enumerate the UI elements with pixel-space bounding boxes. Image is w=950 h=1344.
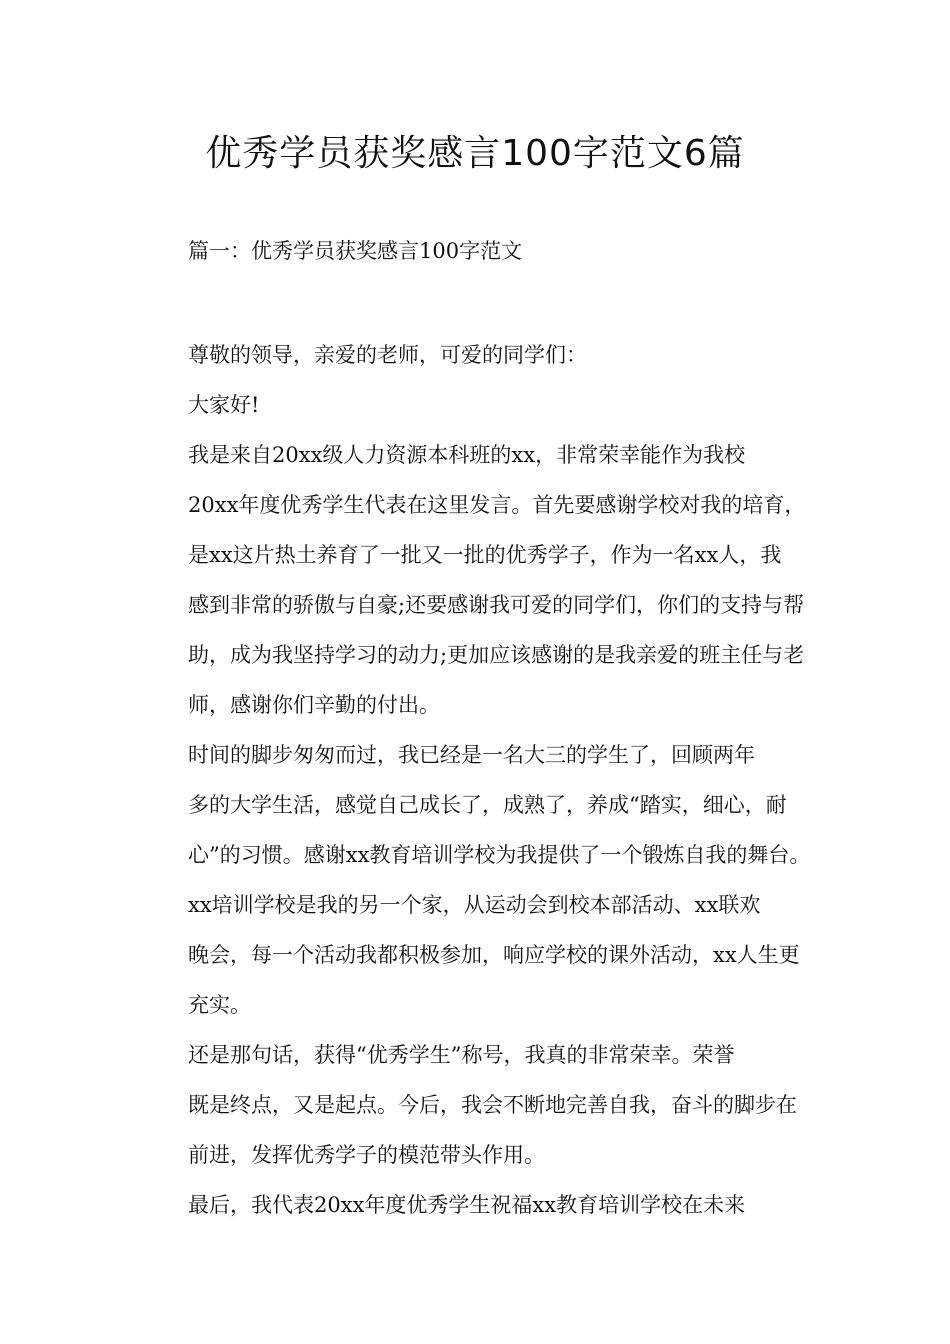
document-title: 优秀学员获奖感言100字范文6篇 <box>205 133 745 174</box>
text-line: 感到非常的骄傲与自豪;还要感谢我可爱的同学们，你们的支持与帮 <box>188 593 805 617</box>
text-line: 师，感谢你们辛勤的付出。 <box>188 693 440 717</box>
text-line: 心”的习惯。感谢xx教育培训学校为我提供了一个锻炼自我的舞台。 <box>188 843 811 867</box>
text-line: 晚会，每一个活动我都积极参加，响应学校的课外活动，xx人生更 <box>188 943 800 967</box>
paragraph-honor <box>144 1030 824 1180</box>
text-line: 尊敬的领导，亲爱的老师，可爱的同学们： <box>188 343 587 367</box>
text-line: 时间的脚步匆匆而过，我已经是一名大三的学生了，回顾两年 <box>188 743 755 767</box>
text-line: 我是来自20xx级人力资源本科班的xx，非常荣幸能作为我校 <box>188 443 746 467</box>
text-line: 大家好! <box>188 393 260 417</box>
text-line: 前进，发挥优秀学子的模范带头作用。 <box>188 1143 545 1167</box>
paragraph-time <box>144 730 824 880</box>
text-line: 多的大学生活，感觉自己成长了，成熟了，养成“踏实，细心，耐 <box>188 793 787 817</box>
paragraph-closing <box>144 1180 824 1230</box>
text-line: 充实。 <box>188 993 251 1017</box>
text-line: xx培训学校是我的另一个家，从运动会到校本部活动、xx联欢 <box>188 893 761 917</box>
text-line: 既是终点，又是起点。今后，我会不断地完善自我，奋斗的脚步在 <box>188 1093 797 1117</box>
section-heading: 篇一：优秀学员获奖感言100字范文 <box>188 239 523 263</box>
text-line: 是xx这片热土养育了一批又一批的优秀学子，作为一名xx人，我 <box>188 543 782 567</box>
text-line: 最后，我代表20xx年度优秀学生祝福xx教育培训学校在未来 <box>188 1193 746 1217</box>
text-line: 还是那句话，获得“优秀学生”称号，我真的非常荣幸。荣誉 <box>188 1043 735 1067</box>
paragraph-school <box>144 880 824 1030</box>
paragraph-greeting <box>144 380 824 430</box>
paragraph-salutation <box>144 330 824 380</box>
body-text <box>144 330 824 1230</box>
text-line: 助，成为我坚持学习的动力;更加应该感谢的是我亲爱的班主任与老 <box>188 643 805 667</box>
paragraph-introduction <box>144 430 824 730</box>
text-line: 20xx年度优秀学生代表在这里发言。首先要感谢学校对我的培育， <box>188 493 806 517</box>
